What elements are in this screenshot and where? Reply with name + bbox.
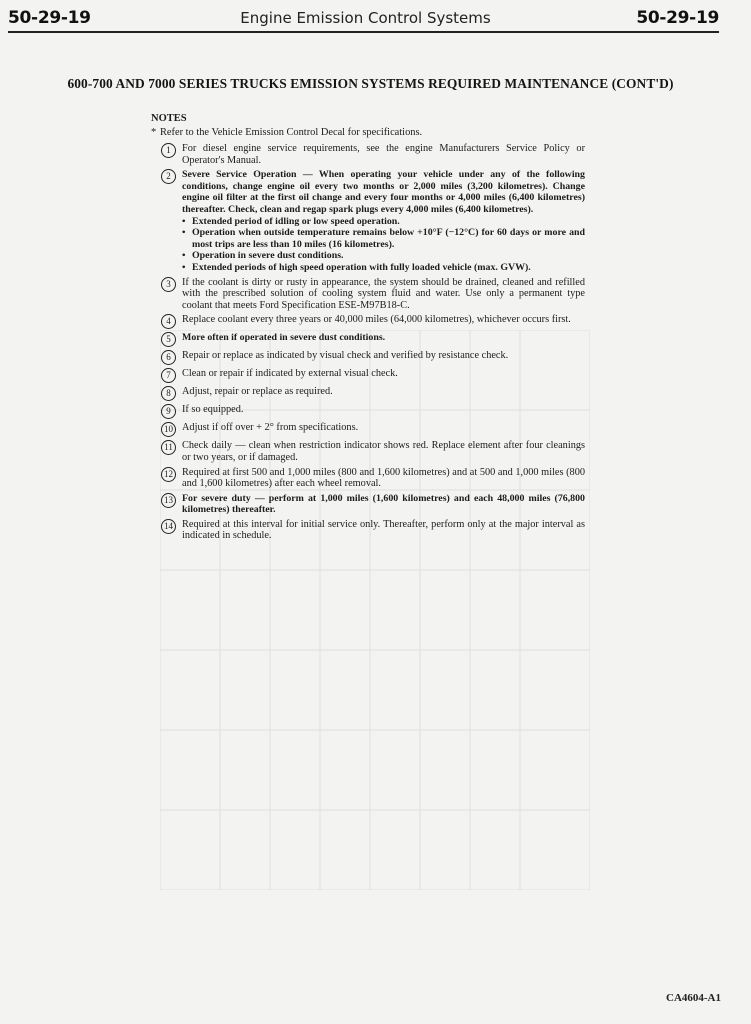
note-number-circle: 3: [161, 277, 176, 292]
note-number-circle: 4: [161, 314, 176, 329]
note-number-circle: 11: [161, 440, 176, 455]
note-number-circle: 14: [161, 519, 176, 534]
note-item: [151, 314, 585, 329]
note-bullet-list: [182, 216, 585, 274]
note-item: [151, 277, 585, 312]
note-item: [151, 143, 585, 166]
note-text: Adjust, repair or replace as required.: [182, 386, 333, 398]
note-number-circle: 9: [161, 404, 176, 419]
note-number-circle: 12: [161, 467, 176, 482]
note-bullet: • Extended period of idling or low speed operation.: [182, 216, 585, 228]
chapter-title: Engine Emission Control Systems: [240, 9, 491, 27]
note-number-circle: 2: [161, 169, 176, 184]
header-rule: [8, 31, 719, 33]
note-text: Adjust if off over + 2° from specifications.: [182, 422, 359, 434]
page-number-right: 50-29-19: [636, 8, 719, 28]
note-text: If the coolant is dirty or rusty in appearance, the system should be drained, cleaned and refilled with the prescribed solution of cooling system fluid and water. Use only a permanent type coolant that meets Ford Specification ESE-M97B18-C.: [182, 276, 585, 311]
page-number-left: 50-29-19: [8, 8, 91, 28]
note-text: If so equipped.: [182, 404, 244, 416]
figure-code: CA4604-A1: [666, 992, 721, 1004]
section-title: 600-700 AND 7000 SERIES TRUCKS EMISSION SYSTEMS REQUIRED MAINTENANCE (CONT'D): [67, 76, 674, 91]
asterisk-note-text: Refer to the Vehicle Emission Control Decal for specifications.: [160, 127, 423, 138]
note-text-main: Severe Service Operation — When operating your vehicle under any of the following conditions, change engine oil every two months or 2,000 miles (3,200 kilometres). Change engine oil filter at the first oil change and every four months or 4,000 miles (6,400 kilometres) thereafter. Check, clean and regap spark plugs every 4,000 miles (6,400 kilometres).: [182, 169, 585, 215]
note-text: Repair or replace as indicated by visual check and verified by resistance check.: [182, 350, 509, 362]
note-bullet: • Extended periods of high speed operation with fully loaded vehicle (max. GVW).: [182, 262, 585, 274]
bleed-through-grid: [160, 330, 590, 890]
note-text: Check daily — clean when restriction indicator shows red. Replace element after four cleanings or two years, or if damaged.: [182, 440, 585, 463]
note-bullet: • Operation in severe dust conditions.: [182, 250, 585, 262]
note-text: For diesel engine service requirements, see the engine Manufacturers Service Policy or Operator's Manual.: [182, 143, 585, 166]
running-header: [0, 6, 751, 34]
note-text: More often if operated in severe dust conditions.: [182, 332, 386, 344]
asterisk-icon: *: [151, 127, 157, 138]
notes-heading: NOTES: [151, 113, 187, 124]
note-text: Clean or repair if indicated by external visual check.: [182, 368, 398, 380]
note-text: Required at first 500 and 1,000 miles (800 and 1,600 kilometres) and at 500 and 1,000 miles (800 and 1,600 kilometres) after each wheel removal.: [182, 466, 585, 490]
note-number-circle: 10: [161, 422, 176, 437]
note-text: Required at this interval for initial service only. Thereafter, perform only at the major interval as indicated in schedule.: [182, 518, 585, 542]
note-text: Replace coolant every three years or 40,000 miles (64,000 kilometres), whichever occurs first.: [182, 314, 571, 326]
note-bullet: • Operation when outside temperature remains below +10°F (−12°C) for 60 days or more and most trips are less than 10 miles (16 kilometres).: [182, 227, 585, 250]
note-text: For severe duty — perform at 1,000 miles (1,600 kilometres) and each 48,000 miles (76,800 kilometres) thereafter.: [182, 492, 585, 516]
note-number-circle: 5: [161, 332, 176, 347]
note-item: [151, 169, 585, 273]
note-number-circle: 6: [161, 350, 176, 365]
note-number-circle: 7: [161, 368, 176, 383]
note-number-circle: 13: [161, 493, 176, 508]
asterisk-note: [151, 127, 585, 139]
note-number-circle: 8: [161, 386, 176, 401]
note-text: [182, 169, 585, 273]
note-number-circle: 1: [161, 143, 176, 158]
